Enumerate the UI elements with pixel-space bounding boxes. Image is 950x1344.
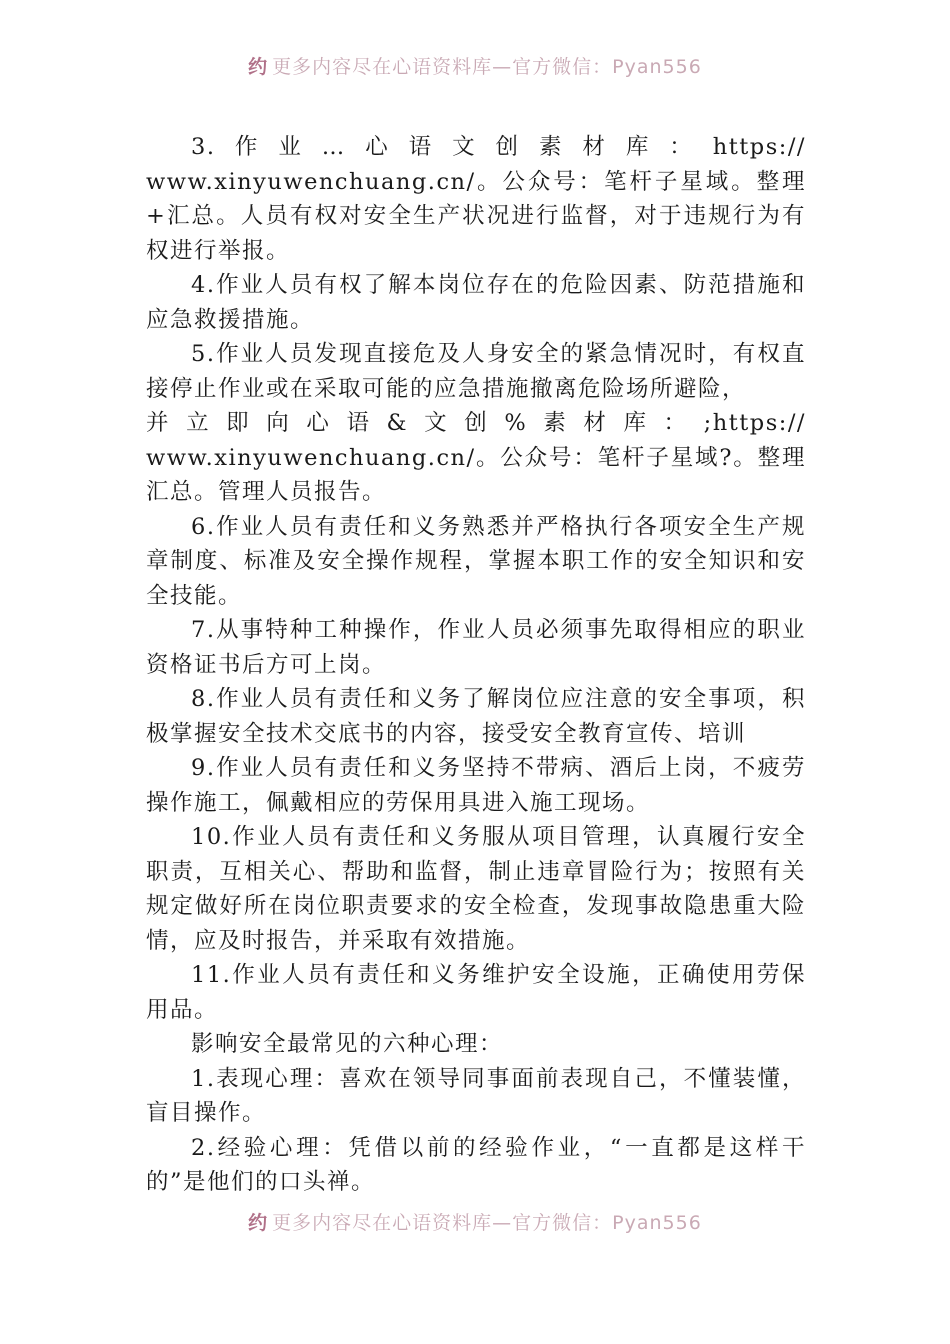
paragraph: 6.作业人员有责任和义务熟悉并严格执行各项安全生产规章制度、标准及安全操作规程，掌握本职工作的安全知识和安全技能。 xyxy=(146,513,806,609)
logo-icon: 约 xyxy=(248,1212,269,1234)
paragraph: www.xinyuwenchuang.cn/。公众号：笔杆子星域。整理+汇总。人员有权对安全生产状况进行监督，对于违规行为有权进行举报。 xyxy=(146,168,806,264)
paragraph: 1.表现心理：喜欢在领导同事面前表现自己，不懂装懂，盲目操作。 xyxy=(146,1065,806,1126)
paragraph: 2.经验心理：凭借以前的经验作业，“一直都是这样干的”是他们的口头禅。 xyxy=(146,1134,806,1195)
paragraph: 10.作业人员有责任和义务服从项目管理，认真履行安全职责，互相关心、帮助和监督，制止违章冒险行为；按照有关规定做好所在岗位职责要求的安全检查，发现事故隐患重大险情，应及时报告，并采取有效措施。 xyxy=(146,824,806,954)
paragraph: 11.作业人员有责任和义务维护安全设施，正确使用劳保用品。 xyxy=(146,962,806,1023)
paragraph: 8.作业人员有责任和义务了解岗位应注意的安全事项，积极掌握安全技术交底书的内容，接受安全教育宣传、培训 xyxy=(146,686,806,747)
watermark-footer xyxy=(0,1208,950,1234)
paragraph: 影响安全最常见的六种心理： xyxy=(191,1031,504,1057)
paragraph: 7.从事特种工种操作，作业人员必须事先取得相应的职业资格证书后方可上岗。 xyxy=(146,617,806,678)
paragraph: 3.作业…心语文创素材库：https:// xyxy=(191,134,806,160)
document-body xyxy=(146,130,806,1200)
watermark-text: 更多内容尽在心语资料库—官方微信：Pyan556 xyxy=(272,1212,702,1234)
watermark-text: 更多内容尽在心语资料库—官方微信：Pyan556 xyxy=(272,56,702,78)
paragraph: www.xinyuwenchuang.cn/。公众号：笔杆子星域?。整理汇总。管理人员报告。 xyxy=(146,444,806,505)
paragraph: 5.作业人员发现直接危及人身安全的紧急情况时，有权直接停止作业或在采取可能的应急措施撤离危险场所避险， xyxy=(146,341,806,402)
paragraph: 4.作业人员有权了解本岗位存在的危险因素、防范措施和应急救援措施。 xyxy=(146,272,806,333)
paragraph: 并立即向心语&文创%素材库：;https:// xyxy=(146,410,806,436)
logo-icon: 约 xyxy=(248,56,269,78)
watermark-header xyxy=(0,52,950,78)
paragraph: 9.作业人员有责任和义务坚持不带病、酒后上岗，不疲劳操作施工，佩戴相应的劳保用具进入施工现场。 xyxy=(146,755,806,816)
